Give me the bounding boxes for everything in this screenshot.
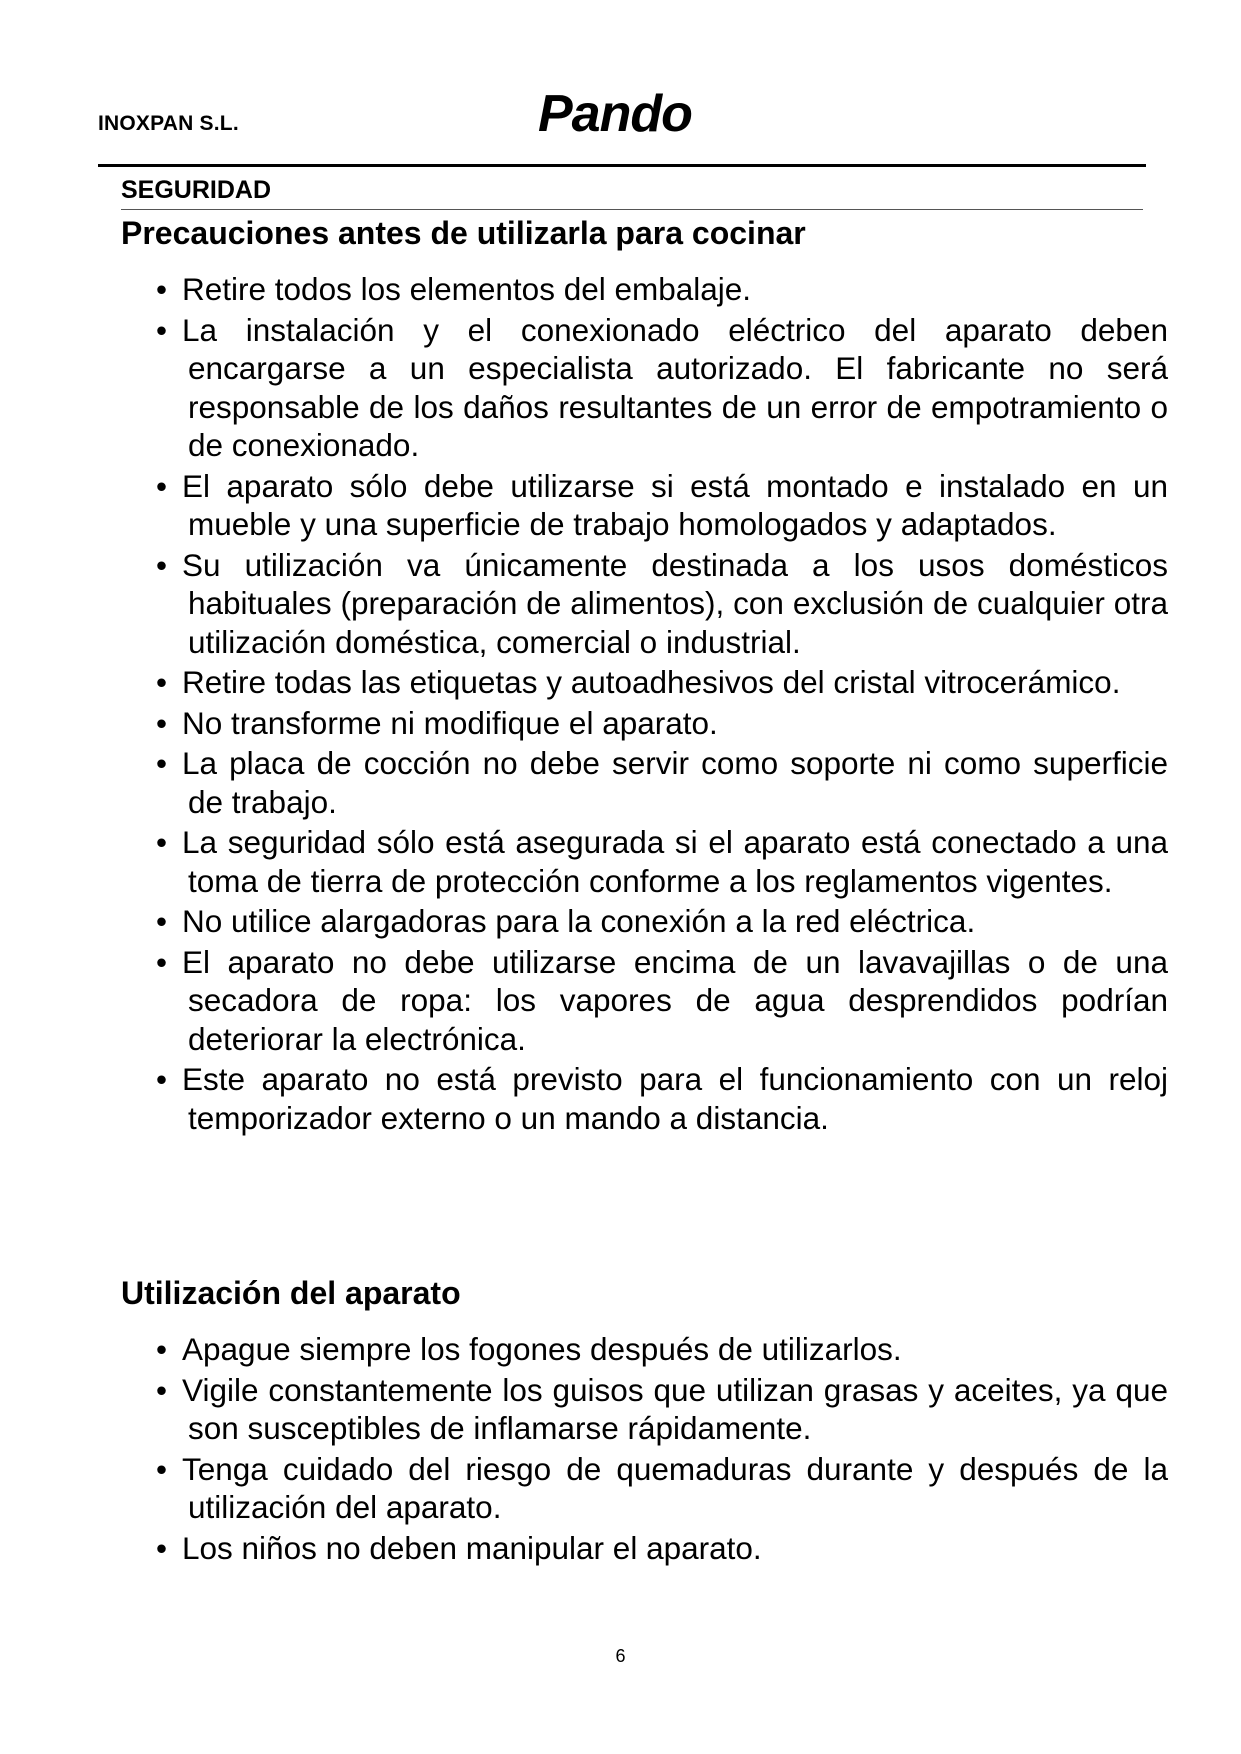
bullet-icon: •	[156, 704, 168, 741]
bullet-icon: •	[156, 824, 168, 860]
bullet-icon: •	[156, 1371, 168, 1408]
list-item: • Su utilización va únicamente destinada a los usos domésticos habituales (preparación de alimentos), con exclusión de cualquier otra utilización doméstica, comercial o industrial.	[156, 546, 1168, 660]
list-item: • Tenga cuidado del riesgo de quemaduras durante y después de la utilización del aparato.	[156, 1450, 1168, 1525]
list-item: • Este aparato no está previsto para el funcionamiento con un reloj temporizador externo o un mando a distancia.	[156, 1061, 1168, 1136]
list-item: • La placa de cocción no debe servir como soporte ni como superficie de trabajo.	[156, 745, 1168, 820]
bullet-icon: •	[156, 1529, 168, 1566]
page-number: 6	[615, 1646, 626, 1666]
section-label: SEGURIDAD	[121, 176, 272, 204]
bullet-icon: •	[156, 311, 168, 348]
bullet-icon: •	[156, 1450, 168, 1487]
precautions-list	[0, 270, 1168, 1139]
section-divider	[121, 209, 1143, 210]
list-item: • Apague siempre los fogones después de utilizarlos.	[156, 1331, 902, 1367]
bullet-icon: •	[156, 1061, 168, 1097]
bullet-icon: •	[156, 546, 168, 583]
header-divider	[98, 164, 1146, 167]
usage-list	[0, 1330, 1168, 1569]
bullet-icon: •	[156, 467, 168, 504]
bullet-icon: •	[156, 745, 168, 781]
list-item: • Retire todas las etiquetas y autoadhesivos del cristal vitrocerámico.	[156, 664, 1121, 700]
list-item: • Vigile constantemente los guisos que utilizan grasas y aceites, ya que son susceptibles de inflamarse rápidamente.	[156, 1371, 1168, 1446]
list-item: • La seguridad sólo está asegurada si el aparato está conectado a una toma de tierra de protección conforme a los reglamentos vigentes.	[156, 824, 1168, 899]
bullet-icon: •	[156, 903, 168, 939]
list-item: • Retire todos los elementos del embalaje.	[156, 271, 752, 307]
bullet-icon: •	[156, 271, 168, 307]
section-heading-precautions: Precauciones antes de utilizarla para cocinar	[121, 215, 806, 251]
page-header	[98, 85, 1146, 168]
bullet-icon: •	[156, 1331, 168, 1367]
list-item: • No transforme ni modifique el aparato.	[156, 704, 718, 741]
bullet-icon: •	[156, 943, 168, 980]
brand-logo: Pando	[538, 85, 692, 143]
company-name: INOXPAN S.L.	[98, 112, 239, 135]
list-item: • La instalación y el conexionado eléctrico del aparato deben encargarse a un especialista autorizado. El fabricante no será responsable de los daños resultantes de un error de empotramiento o de conexionado.	[156, 311, 1168, 463]
list-item: • El aparato no debe utilizarse encima de un lavavajillas o de una secadora de ropa: los vapores de agua desprendidos podrían deteriorar la electrónica.	[156, 943, 1168, 1057]
list-item: • El aparato sólo debe utilizarse si está montado e instalado en un mueble y una superficie de trabajo homologados y adaptados.	[156, 467, 1168, 542]
list-item: • No utilice alargadoras para la conexión a la red eléctrica.	[156, 903, 976, 939]
list-item: • Los niños no deben manipular el aparato.	[156, 1529, 762, 1566]
section-heading-usage: Utilización del aparato	[121, 1275, 461, 1311]
bullet-icon: •	[156, 664, 168, 700]
